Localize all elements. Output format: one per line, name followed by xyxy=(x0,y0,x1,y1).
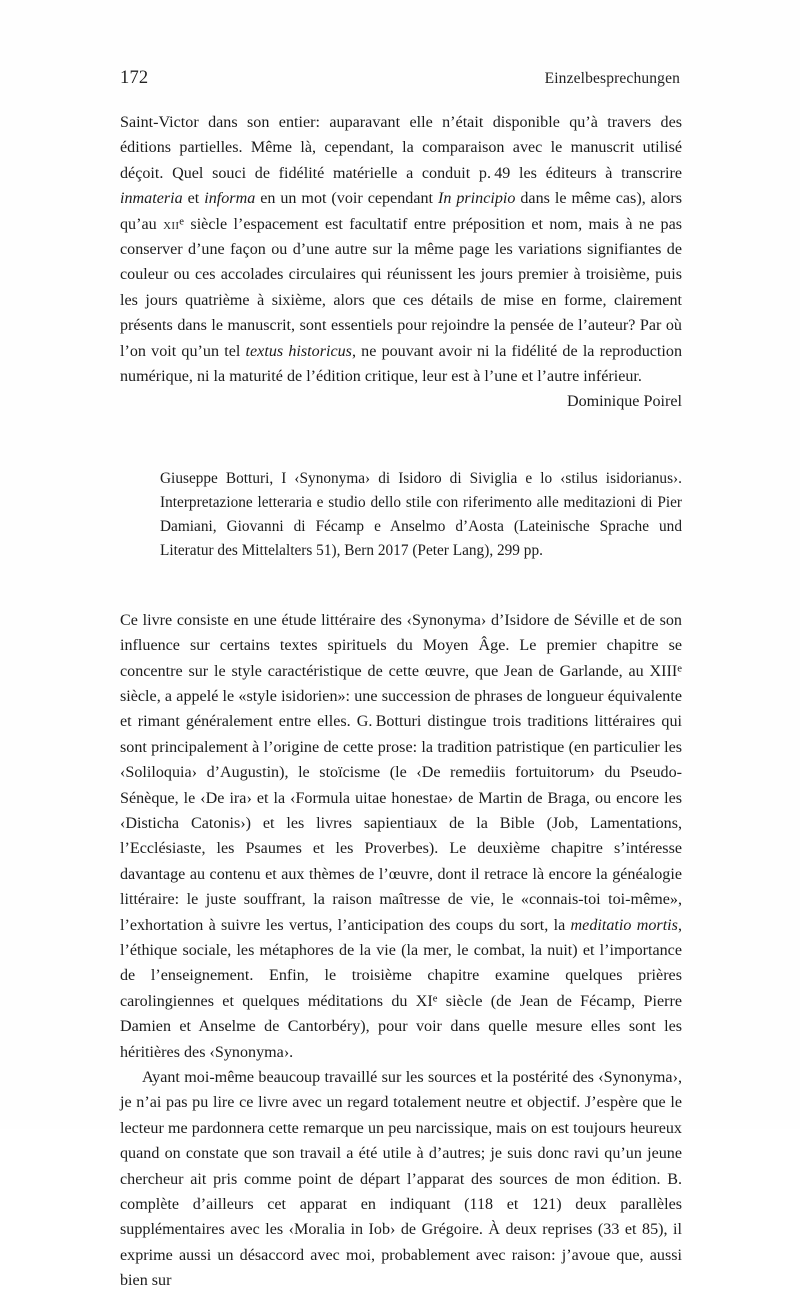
century-smallcaps: xii xyxy=(163,215,180,233)
review-two-paragraph-1 xyxy=(120,608,682,1065)
review-one-text-4: dans le même cas), alors qu’au xyxy=(120,190,683,233)
xi-century-superscript: e xyxy=(432,993,438,1005)
review-one-italic-informa: informa xyxy=(204,190,256,208)
review-one-text-3: en un mot (voir cependant xyxy=(255,190,438,208)
review-two-paragraph-2: Ayant moi-même beaucoup travaillé sur les sources et la postérité des ‹Synonyma›, je n’ai pas pu lire ce livre avec un regard totalement neutre et objectif. J’espère que le lecteur me pardonnera cette remarque un peu narcissique, mais on est toujours heureux quand on constate que son travail a été utile à d’autres; je suis donc ravi qu’un jeune chercheur ait pris comme point de départ l’apparat des sources de mon édition. B. complète d’ailleurs cet apparat en indiquant (118 et 121) deux parallèles supplémentaires avec les ‹Moralia in Iob› de Grégoire. À deux reprises (33 et 85), il exprime aussi un désaccord avec moi, probablement avec raison: j’avoue que, aussi bien sur xyxy=(120,1069,682,1290)
review-one-italic-in-principio: In principio xyxy=(437,190,516,208)
review-one-italic-inmateria: inmateria xyxy=(120,190,183,208)
review-two-text-1: Ce livre consiste en une étude littéraire des ‹Synonyma› d’Isidore de Séville et de son influence sur certains textes spirituels du Moyen Âge. Le premier chapitre se concentre sur le style caractéristique de cette œuvre, que Jean de Garlande, au XIII xyxy=(120,611,682,680)
bibliographic-reference-text: Giuseppe Botturi, I ‹Synonyma› di Isidoro di Siviglia e lo ‹stilus isidorianus›. Interpretazione letteraria e studio dello stile con riferimento alle meditazioni di Pier Damiani, Giovanni di Fécamp e Anselmo d’Aosta (Lateinische Sprache und Literatur des Mittelalters 51), Bern 2017 (Peter Lang), 299 pp. xyxy=(160,469,682,560)
review-one-italic-textus-historicus: textus historicus xyxy=(245,342,352,360)
review-two-text-3: , l’éthique sociale, les métaphores de la vie (la mer, le combat, la nuit) et l’importance de l’enseignement. Enfin, le troisième chapitre examine quelques prières carolingiennes et quelques méditations du XI xyxy=(120,916,682,1010)
bibliographic-reference xyxy=(160,467,682,564)
century-ordinal-superscript: e xyxy=(179,216,185,228)
review-one-paragraph xyxy=(120,110,682,389)
xiii-century-superscript: e xyxy=(677,663,682,675)
review-two-italic-meditatio-mortis: meditatio mortis xyxy=(570,916,678,934)
page-header xyxy=(120,68,680,89)
review-one-text-1: Saint-Victor dans son entier: auparavant elle n’était disponible qu’à travers des éditions partielles. Même là, cependant, la comparaison avec le manuscrit utilisé déçoit. Quel souci de fidélité matérielle a conduit p. 49 les éditeurs à transcrire xyxy=(120,114,682,182)
review-one-signature: Dominique Poirel xyxy=(566,393,682,411)
review-one-text-2: et xyxy=(182,190,205,208)
review-one-text-5: siècle l’espacement est facultatif entre préposition et nom, mais à ne pas conserver d’une façon ou d’une autre sur la même page les variations signifiantes de couleur ou ces accolades circulaires qui réunissent les jours premier à troisième, puis les jours quatrième à sixième, alors que ces détails de mise en forme, clairement présents dans le manuscrit, sont essentiels pour rejoindre la pensée de l’auteur? Par où l’on voit qu’un tel xyxy=(120,215,682,360)
review-two-text-4: siècle (de Jean de Fécamp, Pierre Damien et Anselme de Cantorbéry), pour voir dans quelle mesure elles sont les héritières des ‹Synonyma›. xyxy=(120,992,682,1061)
review-one-text-6: , ne pouvant avoir ni la fidélité de la reproduction numérique, ni la maturité de l’édition critique, leur est à l’une et l’autre inférieur. xyxy=(120,342,682,386)
text-block xyxy=(120,110,682,1294)
running-head: Einzelbesprechungen xyxy=(544,70,680,87)
page-number: 172 xyxy=(120,68,149,88)
review-two-text-2: siècle, a appelé le «style isidorien»: une succession de phrases de longueur équivalente et rimant généralement entre elles. G. Botturi distingue trois traditions littéraires qui sont principalement à l’origine de cette prose: la tradition patristique (en particulier les ‹Soliloquia› d’Augustin), le stoïcisme (le ‹De remediis fortuitorum› du Pseudo-Sénèque, le ‹De ira› et la ‹Formula uitae honestae› de Martin de Braga, ou encore les ‹Disticha Catonis›) et les livres sapientiaux de la Bible (Job, Lamentations, l’Ecclésiaste, les Psaumes et les Proverbes). Le deuxième chapitre s’intéresse davantage au contenu et aux thèmes de l’œuvre, dont il retrace là encore la généalogie littéraire: le juste souffrant, la raison maîtresse de vie, le «connais-toi toi-même», l’exhortation à suivre les vertus, l’anticipation des coups du sort, la xyxy=(120,687,682,934)
